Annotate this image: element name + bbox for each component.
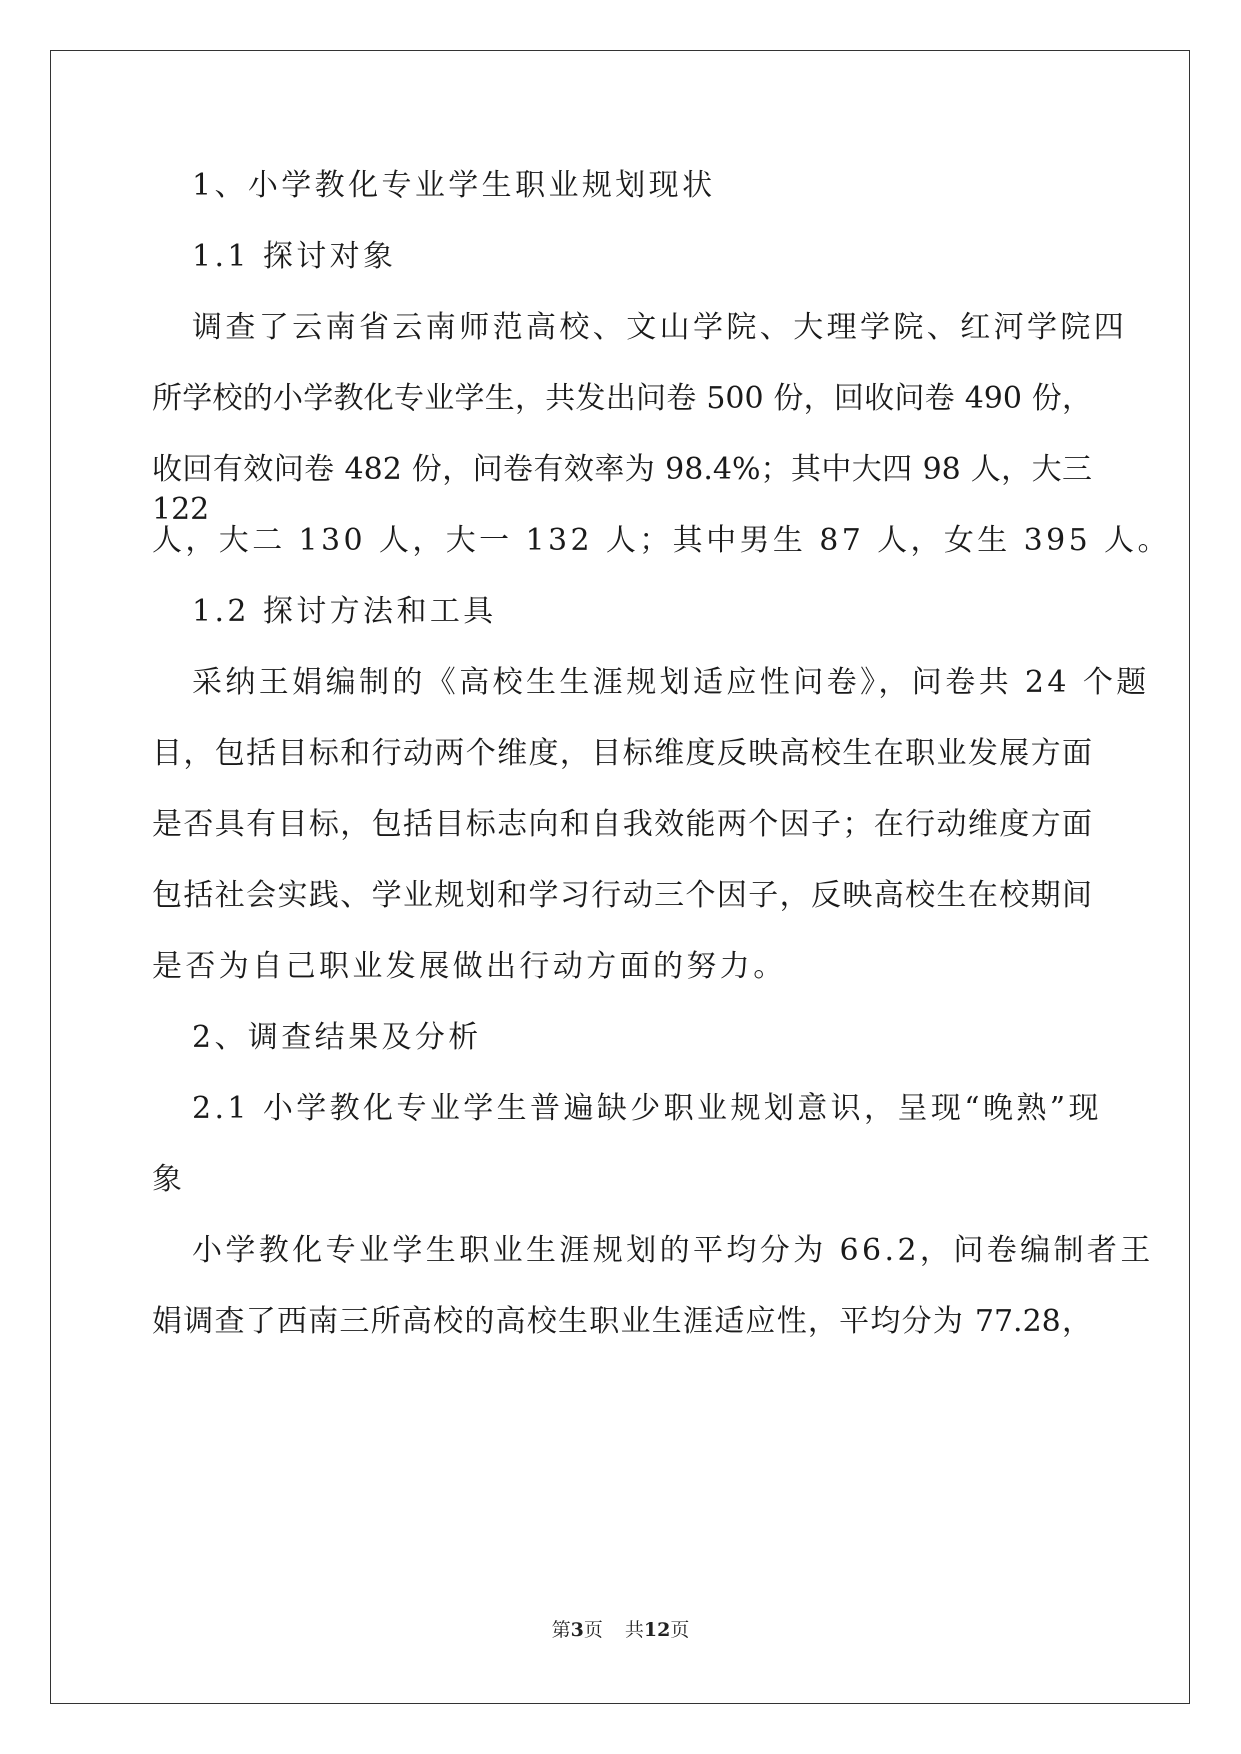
paragraph-line: 小学教化专业学生职业生涯规划的平均分为 66.2，问卷编制者王 [192,1233,1154,1268]
paragraph-line: 是否为自己职业发展做出行动方面的努力。 [152,949,787,984]
heading-subsection-2-1-cont: 象 [152,1162,186,1197]
heading-subsection-1-2: 1.2 探讨方法和工具 [192,594,497,629]
page-suffix: 页 [583,1619,603,1641]
paragraph-line: 目，包括目标和行动两个维度，目标维度反映高校生在职业发展方面 [152,736,1092,771]
total-pages: 12 [643,1619,671,1641]
heading-section-2: 2、调查结果及分析 [192,1020,482,1055]
paragraph-line: 所学校的小学教化专业学生，共发出问卷 500 份，回收问卷 490 份， [152,381,1092,416]
page-number: 3 [570,1619,584,1641]
paragraph-line: 调查了云南省云南师范高校、文山学院、大理学院、红河学院四 [192,310,1128,345]
heading-subsection-2-1: 2.1 小学教化专业学生普遍缺少职业规划意识，呈现“晚熟”现 [192,1091,1102,1126]
paragraph-line: 收回有效问卷 482 份，问卷有效率为 98.4%；其中大四 98 人，大三 122 [152,452,1092,527]
page-footer [0,1618,1241,1642]
page-prefix: 第 [551,1619,571,1641]
paragraph-line: 采纳王娟编制的《高校生生涯规划适应性问卷》，问卷共 24 个题 [192,665,1150,700]
paragraph-line: 人，大二 130 人，大一 132 人；其中男生 87 人，女生 395 人。 [152,523,1171,558]
total-suffix: 页 [670,1619,690,1641]
paragraph-line: 娟调查了西南三所高校的高校生职业生涯适应性，平均分为 77.28， [152,1304,1092,1339]
total-prefix: 共 [624,1619,644,1641]
heading-section-1: 1、小学教化专业学生职业规划现状 [192,168,716,203]
paragraph-line: 包括社会实践、学业规划和学习行动三个因子，反映高校生在校期间 [152,878,1092,913]
paragraph-line: 是否具有目标，包括目标志向和自我效能两个因子；在行动维度方面 [152,807,1092,842]
heading-subsection-1-1: 1.1 探讨对象 [192,239,397,274]
